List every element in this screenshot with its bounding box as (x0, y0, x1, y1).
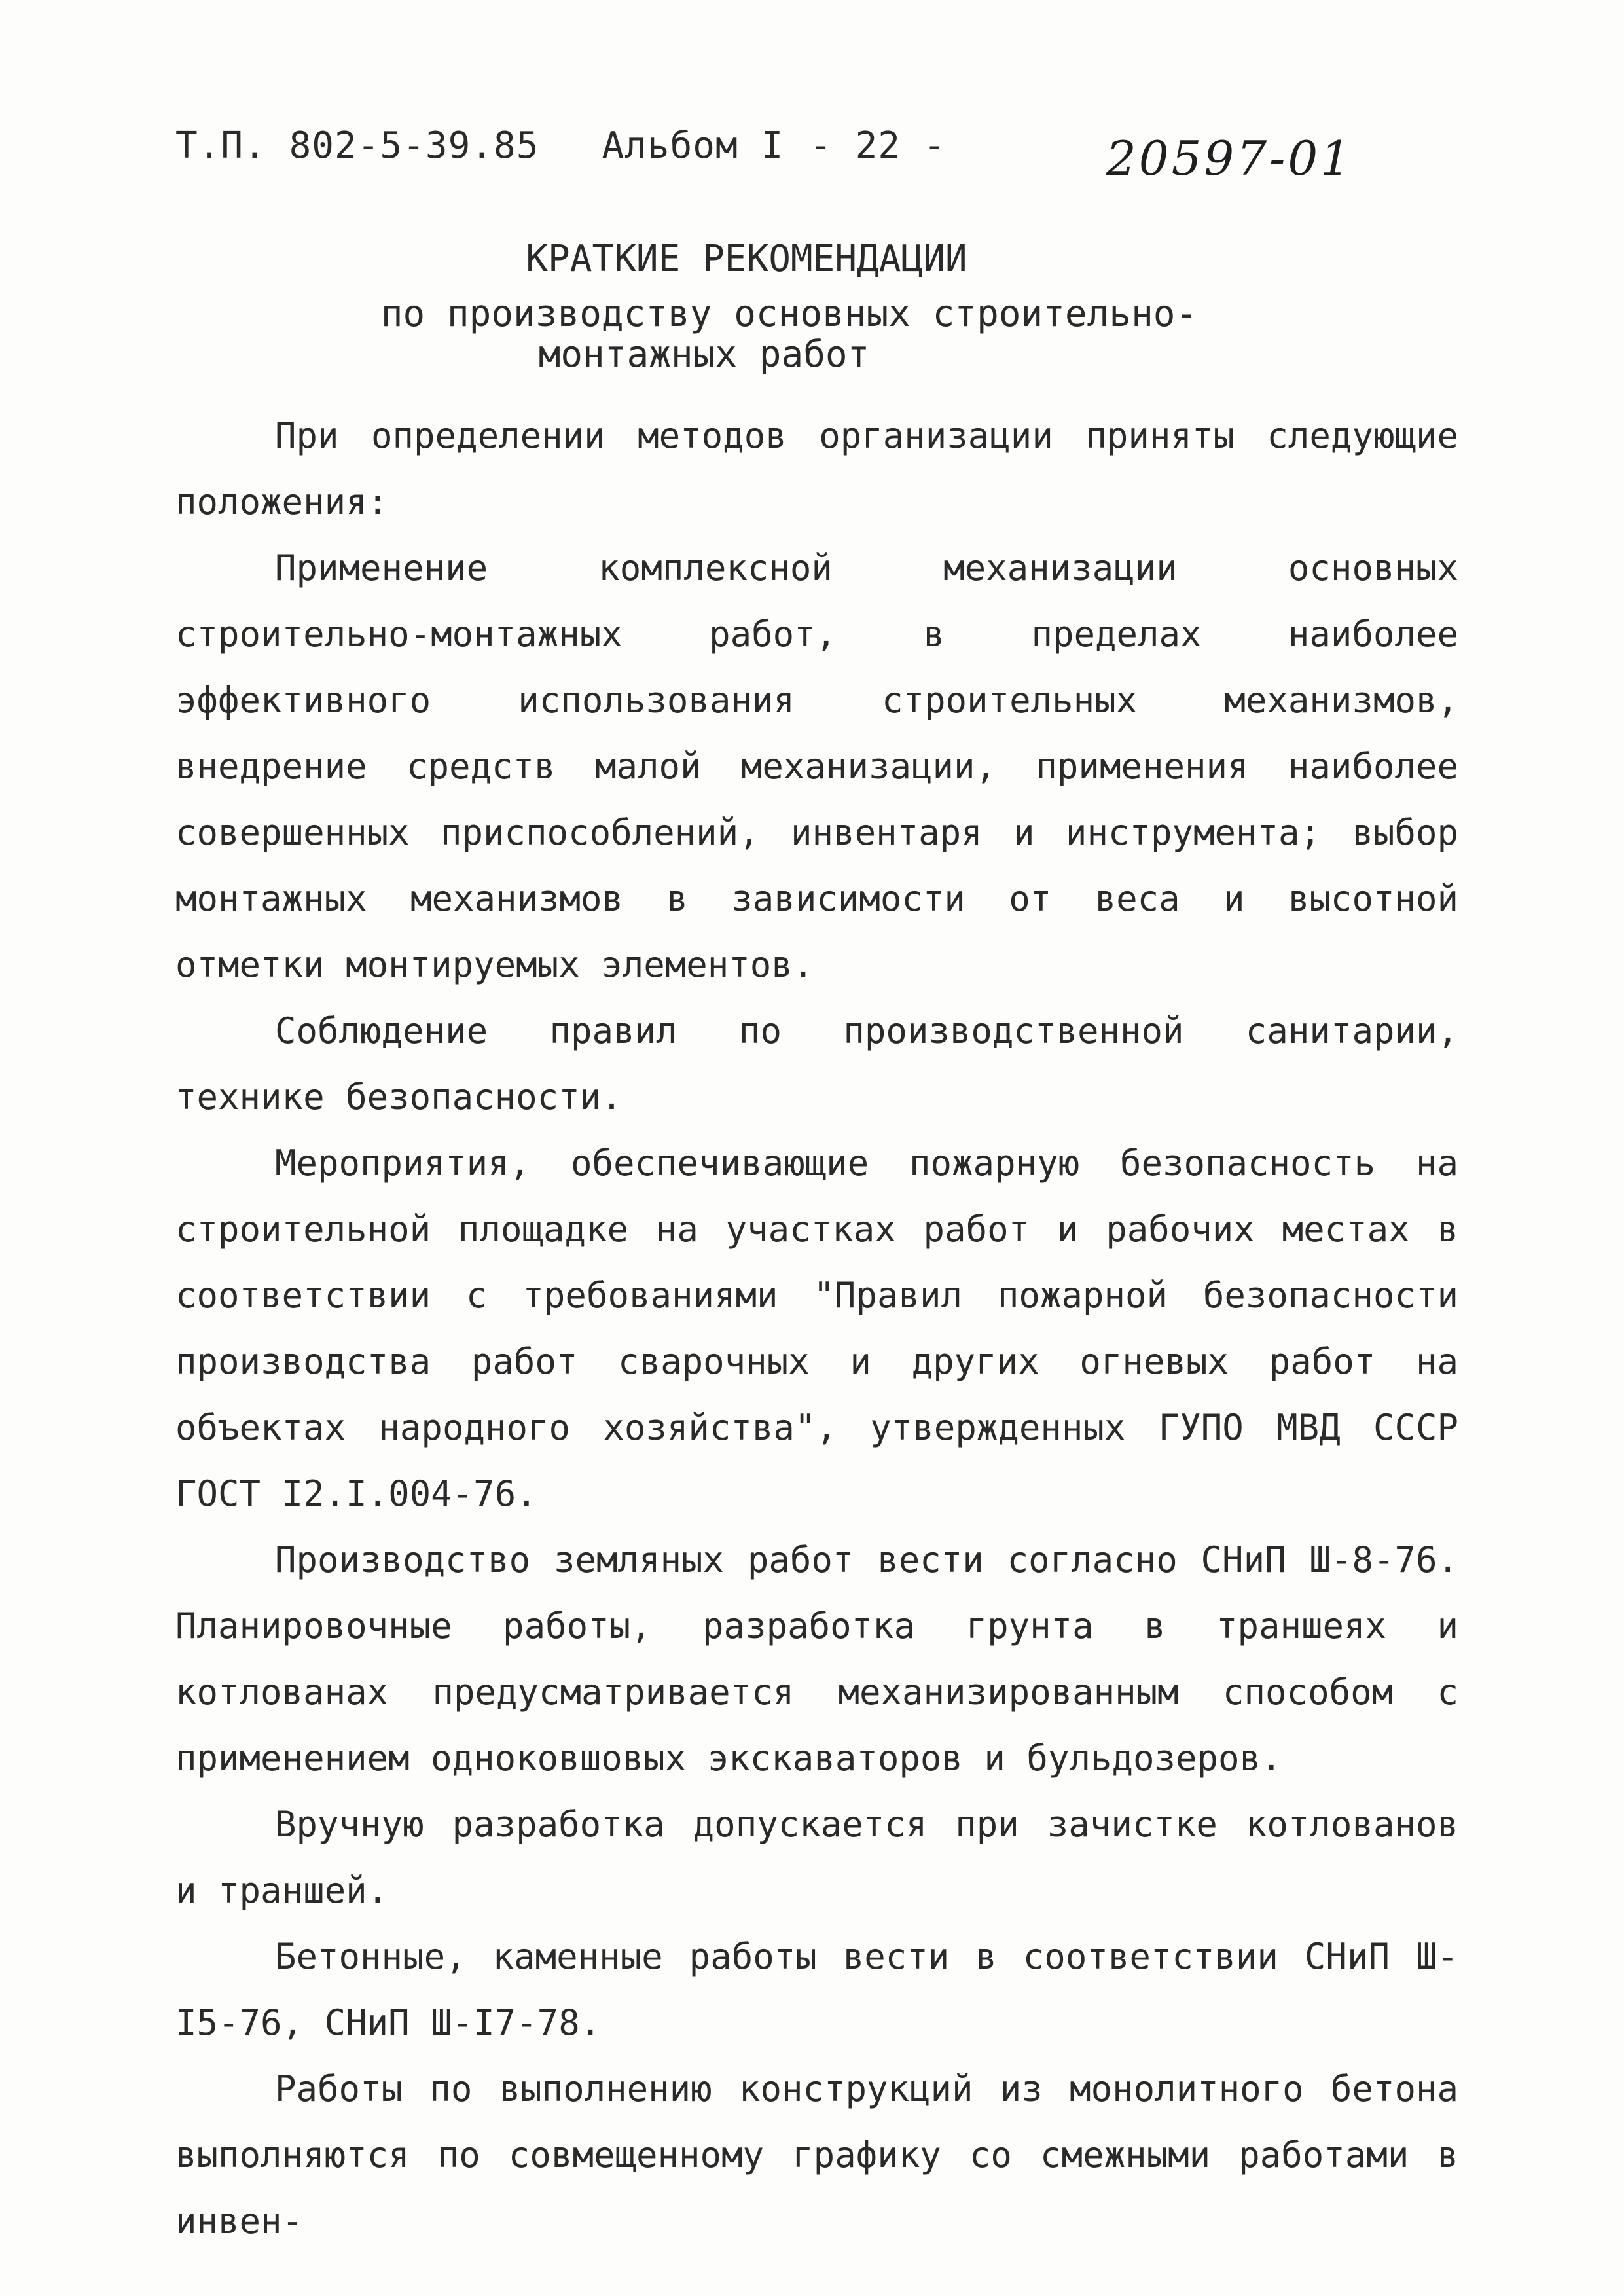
paragraph: Бетонные, каменные работы вести в соответствии СНиП Ш-I5-76, СНиП Ш-I7-78. (175, 1936, 1458, 2043)
paragraph: Соблюдение правил по производственной санитарии, технике безопасности. (175, 1010, 1458, 1118)
paragraph: Применение комплексной механизации основных строительно-монтажных работ, в пределах наиболее эффективного использования строительных механизмов, внедрение средств малой механизации, применения наиболее совершенных приспособлений, инвентаря и инструмента; выбор монтажных механизмов в зависимости от веса и высотной отметки монтируемых элементов. (175, 547, 1458, 985)
body-text (175, 403, 1458, 2254)
paragraph: При определении методов организации приняты следующие положения: (175, 415, 1458, 522)
document-code: Т.П. 802-5-39.85 (175, 124, 539, 167)
title-subtitle-line-1: по производству основных строительно- (380, 293, 1198, 335)
paragraph: Производство земляных работ вести согласно СНиП Ш-8-76. Планировочные работы, разработка грунта в траншеях и котлованах предусматривается механизированным способом с применением одноковшовых экскаваторов и бульдозеров. (175, 1539, 1458, 1779)
album-label: Альбом I (602, 124, 784, 167)
archive-number: 20597-01 (1106, 131, 1353, 186)
title-subtitle-line-2: монтажных работ (538, 333, 870, 376)
paragraph: Работы по выполнению конструкций из монолитного бетона выполняются по совмещенному графику со смежными работами в инвен- (175, 2068, 1458, 2242)
paragraph: Мероприятия, обеспечивающие пожарную безопасность на строительной площадке на участках работ и рабочих местах в соответствии с требованиями "Правил пожарной безопасности производства работ сварочных и других огневых работ на объектах народного хозяйства", утвержденных ГУПО МВД СССР ГОСТ I2.I.004-76. (175, 1142, 1458, 1514)
title-main: КРАТКИЕ РЕКОМЕНДАЦИИ (526, 238, 967, 280)
page-number: - 22 - (810, 124, 947, 167)
page-header (175, 124, 946, 167)
paragraph: Вручную разработка допускается при зачистке котлованов и траншей. (175, 1804, 1458, 1911)
section-title (0, 239, 1624, 375)
